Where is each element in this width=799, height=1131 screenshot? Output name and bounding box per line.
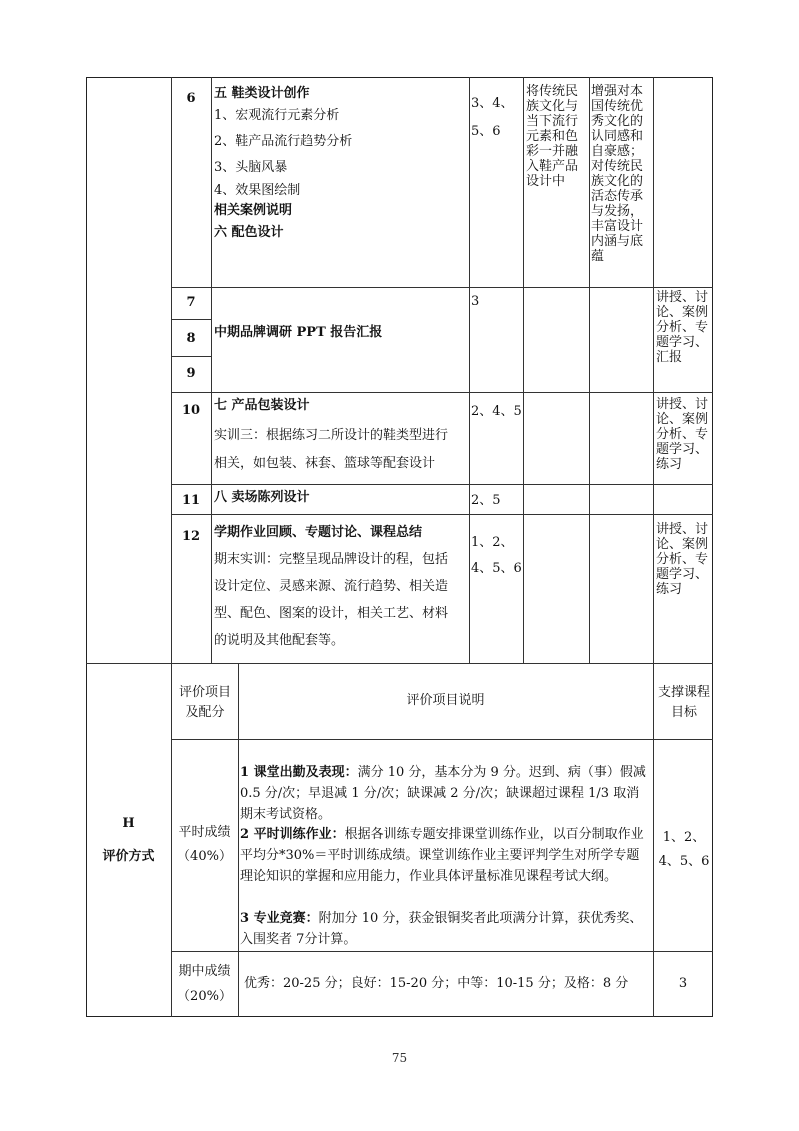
course-goals: 2、5 — [471, 493, 501, 508]
row12-line: 型、配色、图案的设计，相关工艺、材料 — [214, 606, 449, 621]
usual-item-body: 满分 10 分，基本分为 9 分。迟到、病（事）假减 0.5 分/次；早退减 1 分/次；缺课减 2 分/次；缺课超过课程 1/3 取消期末考试资格。 — [240, 765, 646, 822]
row12-line: 的说明及其他配套等。 — [214, 633, 345, 648]
course-goals: 3、4、5、6 — [471, 96, 514, 139]
row-number: 6 — [186, 91, 196, 106]
course-goals: 1、2、4、5、6 — [471, 535, 522, 576]
usual-target: 1、2、4、5、6 — [658, 830, 710, 869]
row7-9-content: 中期品牌调研 PPT 报告汇报 — [214, 325, 383, 340]
ideology-goal: 增强对本国传统优秀文化的认同感和自豪感；对传统民族文化的活态传承与发扬，丰富设计内涵与底蕴 — [591, 84, 644, 264]
row6-line: 3、头脑风暴 — [214, 160, 288, 175]
header-item: 评价项目及配分 — [178, 685, 231, 720]
page-number: 75 — [391, 1051, 408, 1065]
course-goals: 2、4、5 — [471, 404, 522, 419]
row-number: 9 — [186, 366, 196, 381]
row-number: 10 — [181, 403, 201, 418]
midterm-desc: 优秀：20-25 分；良好：15-20 分；中等：10-15 分；及格：8 分 — [244, 976, 629, 991]
row6-line: 1、宏观流行元素分析 — [214, 108, 340, 123]
usual-name: 平时成绩 — [178, 825, 231, 840]
usual-item-body: 附加分 10 分，获金银铜奖者此项满分计算，获优秀奖、入围奖者 7分计算。 — [240, 911, 643, 947]
teaching-method: 讲授、讨论、案例分析、专题学习、汇报 — [656, 290, 709, 365]
usual-item-2 — [240, 824, 652, 887]
row-number: 7 — [186, 295, 196, 310]
usual-item-3 — [240, 908, 652, 950]
row6-line: 4、效果图绘制 — [214, 183, 301, 198]
ideology-element: 将传统民族文化与当下流行元素和色彩一并融入鞋产品设计中 — [526, 84, 579, 189]
row-number: 8 — [186, 331, 196, 346]
header-desc: 评价项目说明 — [406, 693, 485, 708]
row11-content: 八 卖场陈列设计 — [214, 490, 310, 505]
header-target: 支撑课程目标 — [657, 685, 710, 720]
midterm-name: 期中成绩 — [178, 964, 231, 979]
section-title: 评价方式 — [102, 849, 155, 864]
midterm-weight: （20%） — [177, 989, 232, 1004]
row6-line: 2、鞋产品流行趋势分析 — [214, 134, 353, 149]
row10-line: 七 产品包装设计 — [214, 398, 310, 413]
midterm-target: 3 — [678, 976, 688, 991]
course-goals: 3 — [471, 294, 480, 309]
teaching-method: 讲授、讨论、案例分析、专题学习、练习 — [656, 397, 709, 472]
usual-item-body: 根据各训练专题安排课堂训练作业，以百分制取作业平均分*30%＝平时训练成绩。课堂训练作业主要评判学生对所学专题理论知识的掌握和应用能力，作业具体评量标准见课程考试大纲。 — [240, 827, 644, 884]
usual-weight: （40%） — [177, 849, 232, 864]
row6-line: 五 鞋类设计创作 — [214, 86, 310, 101]
teaching-method: 讲授、讨论、案例分析、专题学习、练习 — [656, 522, 709, 597]
row-number: 11 — [181, 493, 201, 508]
row-number: 12 — [181, 529, 201, 544]
row6-line: 相关案例说明 — [214, 203, 293, 218]
row12-line: 学期作业回顾、专题讨论、课程总结 — [214, 525, 423, 540]
row10-line: 实训三：根据练习二所设计的鞋类型进行 — [214, 428, 449, 443]
section-letter: H — [122, 816, 135, 831]
row12-line: 期末实训：完整呈现品牌设计的程，包括 — [214, 552, 449, 567]
usual-item-title: 3 专业竞赛： — [240, 911, 319, 926]
usual-item-title: 1 课堂出勤及表现： — [240, 765, 358, 780]
row6-line: 六 配色设计 — [214, 225, 284, 240]
usual-item-title: 2 平时训练作业： — [240, 827, 345, 842]
row10-line: 相关，如包装、袜套、篮球等配套设计 — [214, 456, 436, 471]
row12-line: 设计定位、灵感来源、流行趋势、相关造 — [214, 579, 449, 594]
usual-item-1 — [240, 762, 652, 825]
